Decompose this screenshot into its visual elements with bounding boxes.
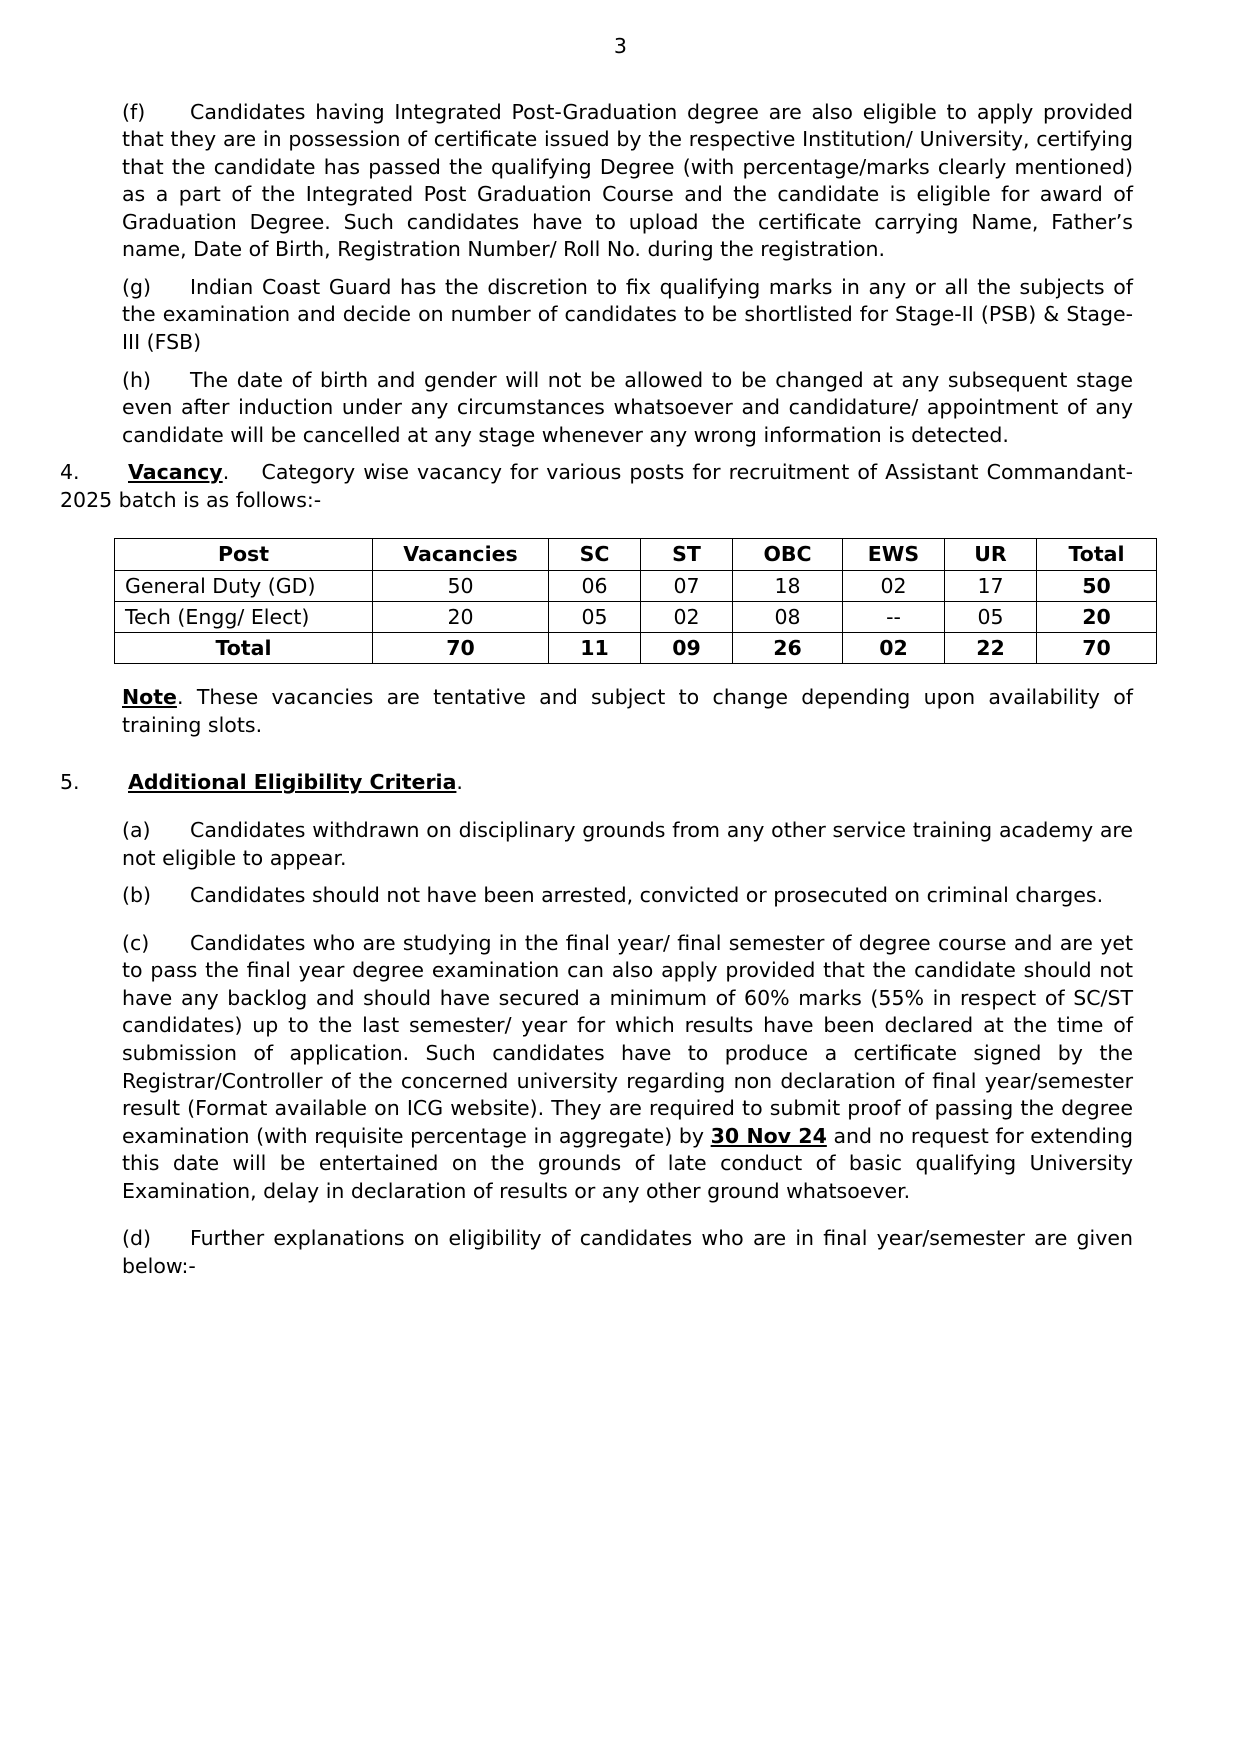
paragraph-f bbox=[122, 99, 1133, 264]
cell-st-total: 09 bbox=[641, 633, 733, 664]
cell-post-total: Total bbox=[115, 633, 373, 664]
paragraph-f-text: Candidates having Integrated Post-Graduation degree are also eligible to apply provided that they are in possession of certificate issued by the respective Institution/ University, certifying that the candidate has passed the qualifying Degree (with percentage/marks clearly mentioned) as a part of the Integrated Post Graduation Course and the candidate is eligible for award of Graduation Degree. Such candidates have to upload the certificate carrying Name, Father’s name, Date of Birth, Registration Number/ Roll No. during the registration. bbox=[122, 99, 1133, 262]
section-4-text: Category wise vacancy for various posts for recruitment of Assistant Commandant-2025 batch is as follows:- bbox=[60, 460, 1133, 512]
column-header-obc: OBC bbox=[733, 539, 843, 570]
section-4-heading-suffix: . bbox=[222, 460, 230, 485]
cell-ur: 05 bbox=[945, 601, 1037, 632]
cell-sc-total: 11 bbox=[549, 633, 641, 664]
paragraph-h-text: The date of birth and gender will not be allowed to be changed at any subsequent stage even after induction under any circumstances whatsoever and candidature/ appointment of any candidate will be cancelled at any stage whenever any wrong information is detected. bbox=[122, 367, 1133, 447]
paragraph-5d bbox=[122, 1225, 1133, 1280]
cell-obc-total: 26 bbox=[733, 633, 843, 664]
column-header-sc: SC bbox=[549, 539, 641, 570]
column-header-vacancies: Vacancies bbox=[373, 539, 549, 570]
paragraph-5b bbox=[122, 882, 1133, 910]
cell-total: 20 bbox=[1037, 601, 1157, 632]
cell-vacancies: 20 bbox=[373, 601, 549, 632]
cell-ur-total: 22 bbox=[945, 633, 1037, 664]
paragraph-5b-label: (b) bbox=[122, 883, 152, 908]
paragraph-5b-text: Candidates should not have been arrested, convicted or prosecuted on criminal charges. bbox=[190, 883, 1104, 908]
cell-post: Tech (Engg/ Elect) bbox=[115, 601, 373, 632]
paragraph-h bbox=[122, 367, 1133, 450]
column-header-post: Post bbox=[115, 539, 373, 570]
paragraph-f-label: (f) bbox=[122, 99, 146, 124]
vacancy-table bbox=[114, 538, 1157, 664]
cell-st: 07 bbox=[641, 570, 733, 601]
table-row bbox=[115, 570, 1157, 601]
cell-total-total: 70 bbox=[1037, 633, 1157, 664]
section-4 bbox=[60, 459, 1133, 514]
paragraph-5a bbox=[122, 817, 1133, 872]
table-header-row bbox=[115, 539, 1157, 570]
paragraph-5d-label: (d) bbox=[122, 1226, 152, 1251]
paragraph-g bbox=[122, 274, 1133, 357]
paragraph-5d-text: Further explanations on eligibility of candidates who are in final year/semester are given below:- bbox=[122, 1226, 1133, 1278]
note-label-suffix: . bbox=[176, 685, 184, 710]
column-header-total: Total bbox=[1037, 539, 1157, 570]
vacancy-table-wrapper bbox=[60, 538, 1133, 664]
cell-ews-total: 02 bbox=[843, 633, 945, 664]
note-paragraph bbox=[122, 684, 1133, 739]
note-text: These vacancies are tentative and subject to change depending upon availability of training slots. bbox=[122, 685, 1133, 737]
table-row bbox=[115, 601, 1157, 632]
cell-st: 02 bbox=[641, 601, 733, 632]
paragraph-g-label: (g) bbox=[122, 274, 152, 299]
paragraph-5a-label: (a) bbox=[122, 818, 151, 842]
cell-ews: 02 bbox=[843, 570, 945, 601]
note-label: Note bbox=[122, 685, 177, 710]
cell-ews: -- bbox=[843, 601, 945, 632]
section-5-heading: Additional Eligibility Criteria bbox=[128, 770, 457, 795]
section-4-heading: Vacancy bbox=[128, 460, 223, 485]
column-header-ur: UR bbox=[945, 539, 1037, 570]
section-5-number: 5. bbox=[60, 770, 80, 795]
page-number: 3 bbox=[613, 34, 628, 58]
section-4-number: 4. bbox=[60, 460, 80, 485]
paragraph-5c-text-part1: Candidates who are studying in the final year/ final semester of degree course and are yet to pass the final year degree examination can also apply provided that the candidate should not have any backlog and should have secured a minimum of 60% marks (55% in respect of SC/ST candidates) up to the last semester/ year for which results have been declared at the time of submission of application. Such candidates have to produce a certificate signed by the Registrar/Controller of the concerned university regarding non declaration of final year/semester result (Format available on ICG website). They are required to submit proof of passing the degree examination (with requisite percentage in aggregate) by bbox=[122, 930, 1133, 1148]
table-total-row bbox=[115, 633, 1157, 664]
cell-post: General Duty (GD) bbox=[115, 570, 373, 601]
cell-vacancies: 50 bbox=[373, 570, 549, 601]
page-content bbox=[0, 99, 1241, 1281]
cell-sc: 06 bbox=[549, 570, 641, 601]
cell-obc: 18 bbox=[733, 570, 843, 601]
cell-ur: 17 bbox=[945, 570, 1037, 601]
cell-vacancies-total: 70 bbox=[373, 633, 549, 664]
column-header-st: ST bbox=[641, 539, 733, 570]
cell-obc: 08 bbox=[733, 601, 843, 632]
paragraph-5a-text: Candidates withdrawn on disciplinary grounds from any other service training academy are not eligible to appear. bbox=[122, 818, 1133, 870]
cell-sc: 05 bbox=[549, 601, 641, 632]
paragraph-h-label: (h) bbox=[122, 367, 151, 392]
section-5 bbox=[60, 769, 1133, 797]
paragraph-g-text: Indian Coast Guard has the discretion to fix qualifying marks in any or all the subjects of the examination and decide on number of candidates to be shortlisted for Stage-II (PSB) & Stage-III (FSB) bbox=[122, 274, 1133, 354]
section-5-heading-suffix: . bbox=[456, 770, 463, 795]
cell-total: 50 bbox=[1037, 570, 1157, 601]
column-header-ews: EWS bbox=[843, 539, 945, 570]
paragraph-5c-text-part2: and no request for extending this date will be entertained on the grounds of late conduct of basic qualifying University Examination, delay in declaration of results or any other ground whatsoever. bbox=[122, 1123, 1133, 1203]
paragraph-5c bbox=[122, 930, 1133, 1206]
paragraph-5c-label: (c) bbox=[122, 930, 150, 955]
deadline-date: 30 Nov 24 bbox=[710, 1123, 827, 1148]
